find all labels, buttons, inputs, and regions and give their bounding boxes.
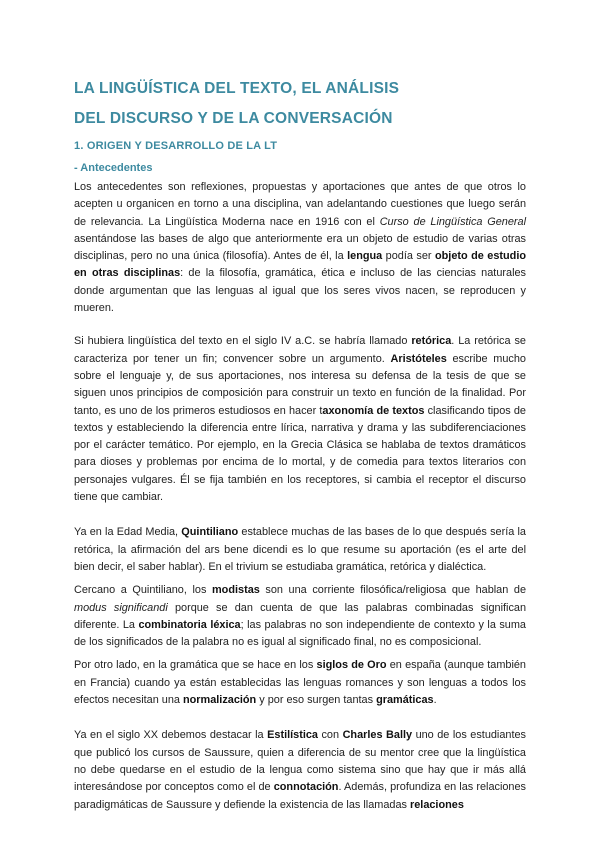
italic-term: modus significandi <box>74 601 168 614</box>
bold-term: siglos de Oro <box>316 659 387 672</box>
bold-term: connotación <box>273 781 339 794</box>
paragraph-5: Por otro lado, en la gramática que se hace en los siglos de Oro en españa (aunque también en Francia) cuando ya están establecidas las lenguas romances y son lenguas a todos los efectos necesitan una normalización y por eso surgen tantas gramáticas. <box>74 659 526 707</box>
subsection-heading: - Antecedentes <box>74 162 153 174</box>
bold-term: gramáticas <box>376 694 434 707</box>
paragraph-4: Cercano a Quintiliano, los modistas son una corriente filosófica/religiosa que hablan de modus significandi porque se dan cuenta de que las palabras combinadas significan diferente. La combinatoria léxica; las palabras no son independiente de contexto y la suma de los significados de la palabra no es igual al significado final, no es composicional. <box>74 584 527 649</box>
italic-term: Curso de Lingüística General <box>379 215 526 228</box>
bold-term: lengua <box>347 250 383 263</box>
bold-term: Charles Bally <box>342 729 413 742</box>
bold-term: Aristóteles <box>390 352 447 365</box>
bold-term: modistas <box>212 584 260 597</box>
paragraph-6: Ya en el siglo XX debemos destacar la Estilística con Charles Bally uno de los estudiantes que publicó los cursos de Saussure, quien a diferencia de su mentor cree que la lingüística no debe quedarse en el estudio de la lengua como sistema sino que hay que ir más allá interesándose por conceptos como el de connotación. Además, profundiza en las relaciones paradigmáticas de Saussure y defiende la existencia de las llamadas relaciones <box>74 729 526 811</box>
paragraph-2: Si hubiera lingüística del texto en el siglo IV a.C. se habría llamado retórica. La retórica se caracteriza por tener un fin; convencer sobre un argumento. Aristóteles escribe mucho sobre el lenguaje y, de sus aportaciones, nos interesa su defensa de la tesis de que se siguen unos principios de composición para construir un texto en función de la finalidad. Por tanto, es uno de los primeros estudiosos en hacer taxonomía de textos clasificando tipos de textos y estableciendo la diferencia entre lírica, narrativa y drama y las subdiferenciaciones por el carácter temático. Por ejemplo, en la Grecia Clásica se hablaba de textos dramáticos para dioses y problemas por encima de lo mortal, y de comedia para textos literarios con personajes vulgares. Él se fija también en los receptores, si cambia el receptor el discurso tiene que cambiar. <box>74 335 526 504</box>
paragraph-1: Los antecedentes son reflexiones, propuestas y aportaciones que antes de que otros lo acepten u organicen en torno a una disciplina, van adelantando cuestiones que luego serán de relevancia. La Lingüística Moderna nace en 1916 con el Curso de Lingüística General asentándose las bases de algo que anteriormente era un objeto de estudio de varias otras disciplinas, pero no una única (filosofía). Antes de él, la lengua podía ser objeto de estudio en otras disciplinas: de la filosofía, gramática, ética e incluso de las ciencias naturales donde argumentan que las lenguas al igual que los seres vivos nacen, se reproducen y mueren. <box>74 181 526 315</box>
bold-term: Quintiliano <box>181 526 239 539</box>
bold-term: Estilística <box>267 729 318 742</box>
section-heading: 1. ORIGEN Y DESARROLLO DE LA LT <box>74 140 278 152</box>
bold-term: combinatoria léxica <box>138 618 241 631</box>
bold-term: relaciones <box>410 798 464 811</box>
body-text <box>74 179 526 830</box>
bold-term: retórica <box>411 335 452 348</box>
bold-term: normalización <box>182 694 257 707</box>
bold-term: objeto de estudio en otras disciplinas <box>74 250 526 280</box>
paragraph-3: Ya en la Edad Media, Quintiliano establece muchas de las bases de lo que después sería la retórica, la afirmación del ars bene dicendi es lo que resume su aportación (es el arte del bien decir, el saber hablar). En el trivium se estudiaba gramática, retórica y dialéctica. <box>74 526 526 573</box>
title-line-1: LA LINGÜÍSTICA DEL TEXTO, EL ANÁLISIS <box>74 80 400 97</box>
bold-term: axonomía de textos <box>322 404 425 417</box>
title-line-2: DEL DISCURSO Y DE LA CONVERSACIÓN <box>74 110 393 127</box>
